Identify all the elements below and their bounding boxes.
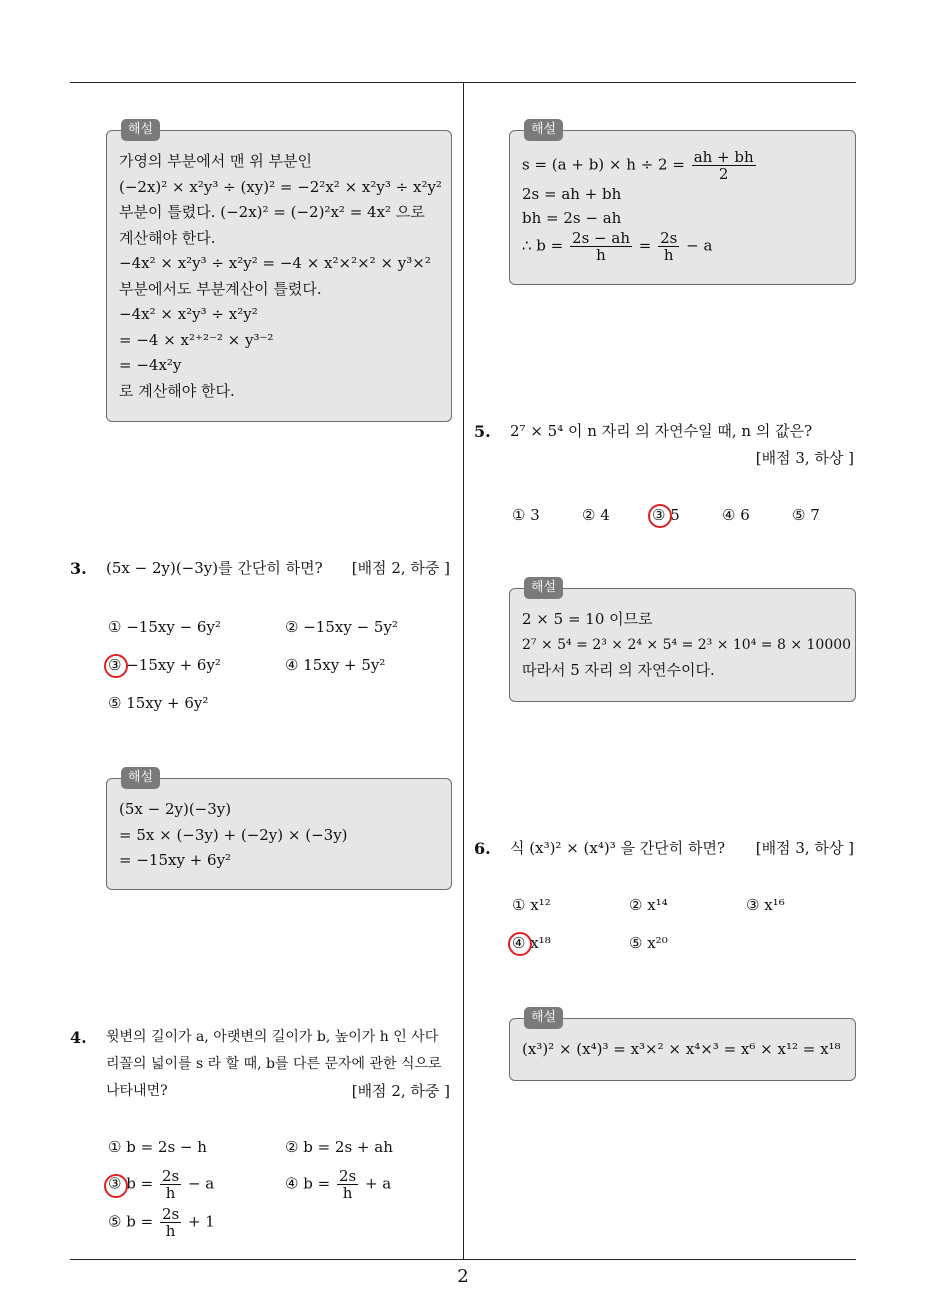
fraction bbox=[692, 149, 756, 182]
solution-line bbox=[522, 230, 843, 263]
choice-2[interactable]: ② b = 2s + ah bbox=[285, 1138, 393, 1156]
choice-2[interactable]: ② −15xy − 5y² bbox=[285, 618, 398, 636]
fraction bbox=[570, 230, 632, 263]
solution-line: (5x − 2y)(−3y) bbox=[119, 800, 232, 818]
choice-4[interactable] bbox=[285, 1168, 391, 1201]
question-points: [배점 2, 하중 ] bbox=[351, 559, 450, 577]
choice-prefix: ⑤ b = bbox=[108, 1212, 154, 1231]
solution-tag: 해설 bbox=[524, 577, 563, 599]
choice-5[interactable]: ⑤ x²⁰ bbox=[629, 934, 668, 952]
solution-line: 2⁷ × 5⁴ = 2³ × 2⁴ × 5⁴ = 2³ × 10⁴ = 8 × 10000 bbox=[522, 636, 852, 653]
denominator: h bbox=[165, 1222, 176, 1240]
choice-3[interactable]: ③ −15xy + 6y² bbox=[108, 656, 221, 674]
fraction bbox=[160, 1206, 181, 1239]
numerator: 2s bbox=[660, 229, 678, 247]
answer-circle bbox=[508, 932, 532, 956]
numerator: 2s − ah bbox=[572, 229, 630, 247]
choice-4[interactable]: ④ 6 bbox=[722, 506, 750, 524]
choice-3[interactable]: ③ 5 bbox=[652, 506, 680, 524]
solution-line: 부분에서도 부분계산이 틀렸다. bbox=[119, 279, 322, 298]
choice-1[interactable]: ① 3 bbox=[512, 506, 540, 524]
choice-1[interactable]: ① b = 2s − h bbox=[108, 1138, 207, 1156]
question-number: 6. bbox=[474, 839, 491, 858]
solution-line: 2s = ah + bh bbox=[522, 185, 622, 203]
fraction bbox=[658, 230, 679, 263]
equation-prefix: ∴ b = bbox=[522, 236, 564, 255]
choice-3[interactable]: ③ x¹⁶ bbox=[746, 896, 785, 914]
answer-circle bbox=[104, 654, 128, 678]
solution-line: bh = 2s − ah bbox=[522, 209, 622, 227]
denominator: h bbox=[342, 1184, 353, 1202]
solution-line: 2 × 5 = 10 이므로 bbox=[522, 610, 653, 628]
solution-tag: 해설 bbox=[121, 119, 160, 141]
answer-circle bbox=[648, 504, 672, 528]
solution-tag: 해설 bbox=[524, 1007, 563, 1029]
numerator: ah + bh bbox=[693, 148, 754, 166]
choice-5[interactable]: ⑤ 7 bbox=[792, 506, 820, 524]
question-text-line: 나타내면? bbox=[106, 1083, 168, 1099]
choice-suffix: − a bbox=[187, 1174, 215, 1193]
bottom-rule bbox=[70, 1259, 856, 1260]
solution-box-6 bbox=[509, 1010, 856, 1081]
page-number: 2 bbox=[457, 1266, 469, 1287]
solution-line: = −4 × x²⁺²⁻² × y³⁻² bbox=[119, 330, 274, 349]
question-points: [배점 3, 하상 ] bbox=[755, 839, 854, 857]
choice-5[interactable] bbox=[108, 1206, 215, 1239]
solution-line: = −4x²y bbox=[119, 356, 182, 374]
solution-line: 따라서 5 자리 의 자연수이다. bbox=[522, 661, 715, 679]
question-text: 식 (x³)² × (x⁴)³ 을 간단히 하면? bbox=[510, 839, 726, 857]
solution-line: = −15xy + 6y² bbox=[119, 851, 232, 869]
choice-prefix: ③ b = bbox=[108, 1174, 154, 1193]
solution-box-4 bbox=[509, 122, 856, 285]
choice-suffix: + 1 bbox=[187, 1212, 215, 1231]
solution-line: 로 계산해야 한다. bbox=[119, 381, 235, 400]
denominator: 2 bbox=[718, 165, 729, 183]
choice-2[interactable]: ② 4 bbox=[582, 506, 610, 524]
equation-prefix: s = (a + b) × h ÷ 2 = bbox=[522, 155, 685, 174]
solution-line: (−2x)² × x²y³ ÷ (xy)² = −2²x² × x²y³ ÷ x²y² bbox=[119, 177, 442, 196]
choice-2[interactable]: ② x¹⁴ bbox=[629, 896, 668, 914]
question-number: 5. bbox=[474, 422, 491, 441]
solution-line: −4x² × x²y³ ÷ x²y² = −4 × x²×²×² × y³×² bbox=[119, 254, 431, 272]
fraction bbox=[160, 1168, 181, 1201]
denominator: h bbox=[165, 1184, 176, 1202]
choice-prefix: ④ b = bbox=[285, 1174, 331, 1193]
column-divider bbox=[463, 83, 464, 1260]
question-number: 3. bbox=[70, 559, 87, 578]
solution-line: −4x² × x²y³ ÷ x²y² bbox=[119, 305, 258, 323]
question-text: 2⁷ × 5⁴ 이 n 자리 의 자연수일 때, n 의 값은? bbox=[510, 422, 813, 440]
choice-4[interactable]: ④ x¹⁸ bbox=[512, 934, 551, 952]
denominator: h bbox=[596, 246, 606, 264]
equals-sign: = bbox=[638, 236, 652, 255]
answer-circle bbox=[104, 1174, 128, 1198]
numerator: 2s bbox=[338, 1167, 357, 1185]
solution-tag: 해설 bbox=[121, 767, 160, 789]
solution-line bbox=[522, 149, 843, 182]
question-text-line: 윗변의 길이가 a, 아랫변의 길이가 b, 높이가 h 인 사다 bbox=[106, 1029, 439, 1045]
numerator: 2s bbox=[161, 1167, 180, 1185]
question-text-line: 리꼴의 넓이를 s 라 할 때, b를 다른 문자에 관한 식으로 bbox=[106, 1056, 442, 1072]
fraction bbox=[337, 1168, 358, 1201]
choice-1[interactable]: ① −15xy − 6y² bbox=[108, 618, 221, 636]
choice-suffix: + a bbox=[364, 1174, 392, 1193]
solution-line: 부분이 틀렸다. (−2x)² = (−2)²x² = 4x² 으로 bbox=[119, 203, 425, 221]
solution-tag: 해설 bbox=[524, 119, 563, 141]
solution-box-2 bbox=[106, 122, 452, 422]
solution-line: 가영의 부분에서 맨 위 부분인 bbox=[119, 152, 312, 170]
solution-line: = 5x × (−3y) + (−2y) × (−3y) bbox=[119, 825, 348, 844]
choice-1[interactable]: ① x¹² bbox=[512, 896, 551, 914]
equation-suffix: − a bbox=[686, 236, 713, 255]
question-points: [배점 2, 하중 ] bbox=[351, 1082, 450, 1100]
question-text: (5x − 2y)(−3y)를 간단히 하면? bbox=[106, 559, 323, 577]
question-number: 4. bbox=[70, 1028, 87, 1047]
solution-line: (x³)² × (x⁴)³ = x³×² × x⁴×³ = x⁶ × x¹² = x¹⁸ bbox=[522, 1040, 841, 1058]
choice-4[interactable]: ④ 15xy + 5y² bbox=[285, 656, 386, 674]
choice-5[interactable]: ⑤ 15xy + 6y² bbox=[108, 694, 209, 712]
solution-line: 계산해야 한다. bbox=[119, 228, 216, 247]
solution-box-3 bbox=[106, 770, 452, 890]
solution-box-5 bbox=[509, 580, 856, 702]
numerator: 2s bbox=[161, 1205, 180, 1223]
denominator: h bbox=[663, 246, 674, 264]
question-points: [배점 3, 하상 ] bbox=[755, 449, 854, 467]
